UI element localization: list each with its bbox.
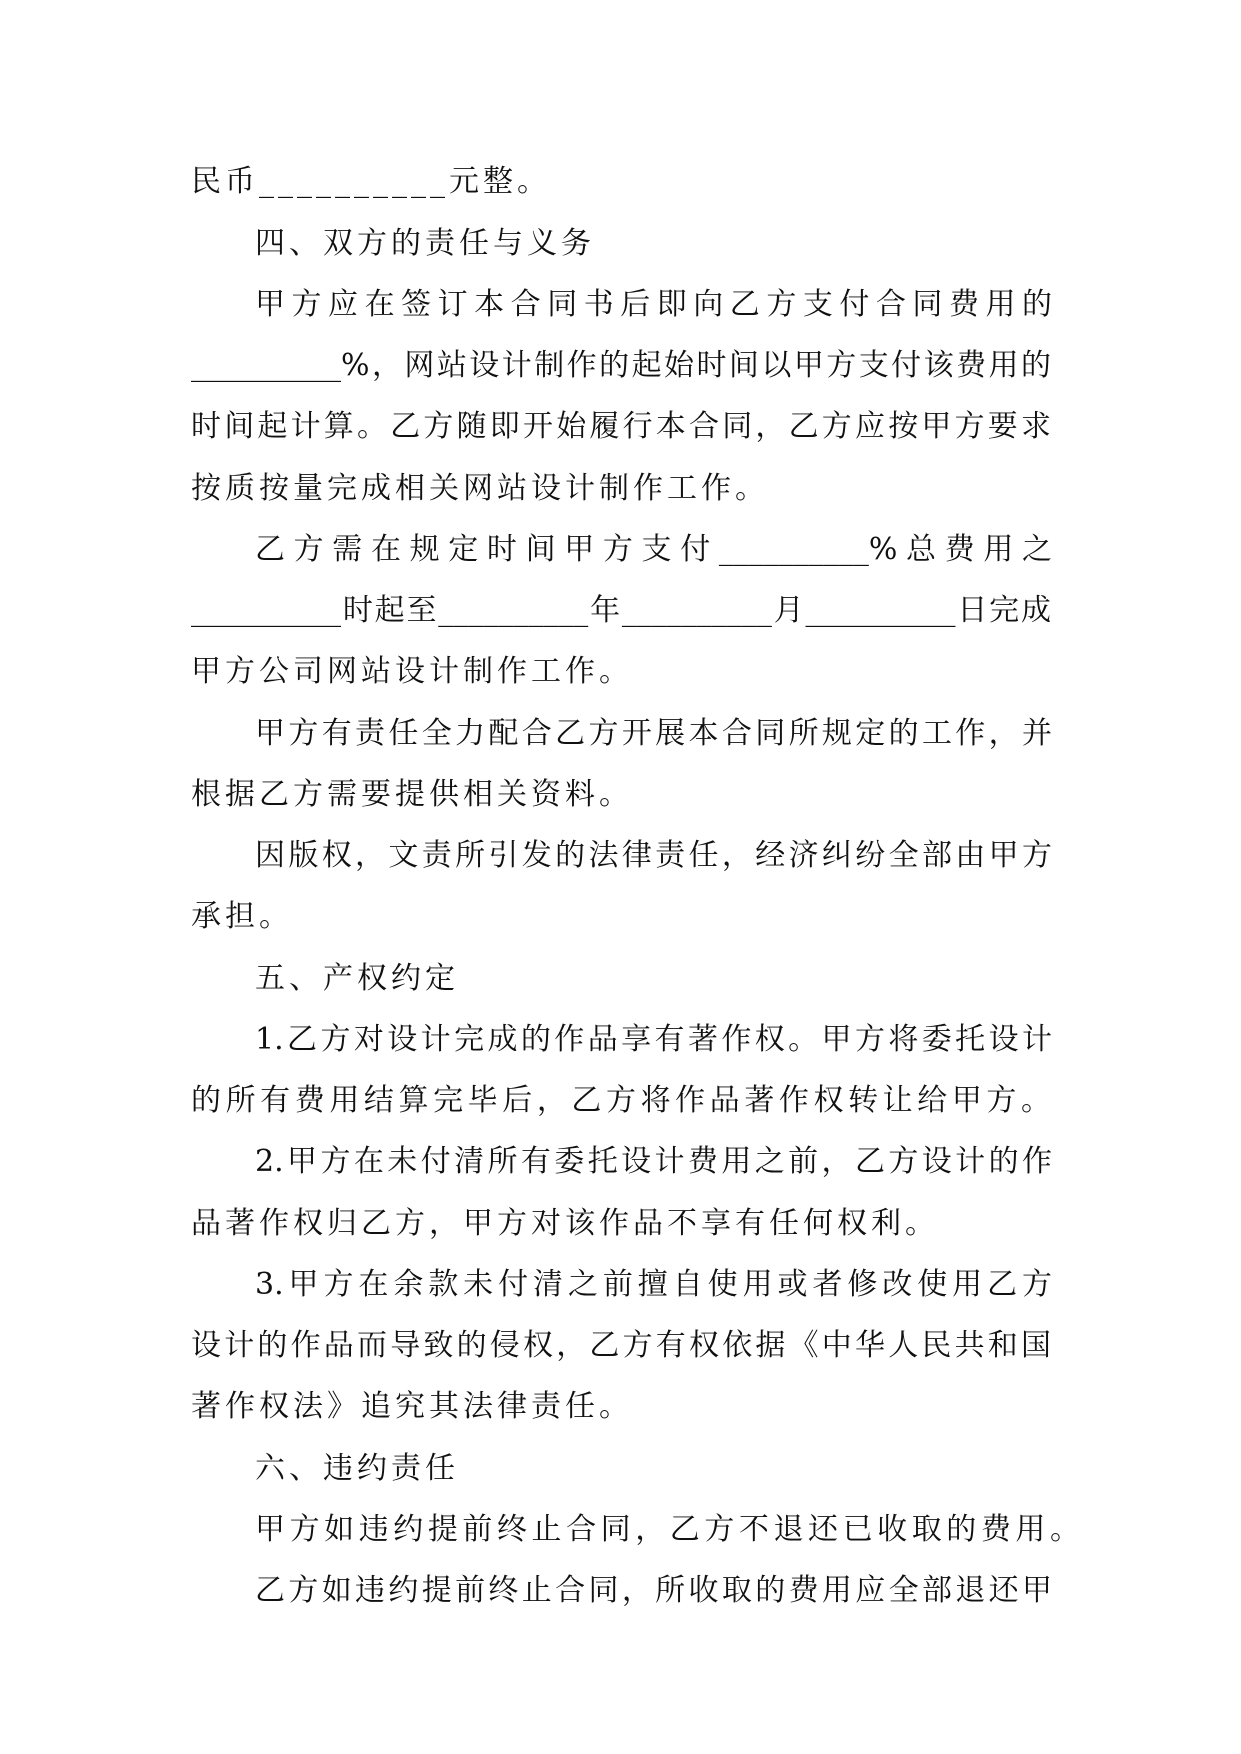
text-line-5: 时间起计算。乙方随即开始履行本合同，乙方应按甲方要求 xyxy=(191,409,1051,444)
text-line-13: 承担。 xyxy=(191,899,293,934)
text-line-19: 3.甲方在余款未付清之前擅自使用或者修改使用乙方 xyxy=(255,1267,1052,1302)
section-heading-5: 五、产权约定 xyxy=(255,961,459,996)
text-line-18: 品著作权归乙方，甲方对该作品不享有任何权利。 xyxy=(191,1206,939,1241)
text-line-6: 按质按量完成相关网站设计制作工作。 xyxy=(191,471,769,506)
text-line-10: 甲方有责任全力配合乙方开展本合同所规定的工作，并 xyxy=(255,716,1052,751)
text-line-20: 设计的作品而导致的侵权，乙方有权依据《中华人民共和国 xyxy=(191,1328,1051,1363)
text-line-21: 著作权法》追究其法律责任。 xyxy=(191,1389,633,1424)
text-line-9: 甲方公司网站设计制作工作。 xyxy=(191,654,633,689)
text-line-12: 因版权，文责所引发的法律责任，经济纠纷全部由甲方 xyxy=(255,838,1052,873)
text-line-11: 根据乙方需要提供相关资料。 xyxy=(191,777,633,812)
section-heading-6: 六、违约责任 xyxy=(255,1451,459,1486)
text-line-7: 乙方需在规定时间甲方支付__________%总费用之 xyxy=(255,532,1052,567)
text-line-16: 的所有费用结算完毕后，乙方将作品著作权转让给甲方。 xyxy=(191,1083,1051,1118)
text-line-4: __________%，网站设计制作的起始时间以甲方支付该费用的 xyxy=(191,348,1051,383)
text-line-23: 甲方如违约提前终止合同，乙方不退还已收取的费用。 xyxy=(255,1512,1080,1547)
text-line-24: 乙方如违约提前终止合同，所收取的费用应全部退还甲 xyxy=(255,1573,1052,1608)
text-line-8: __________时起至__________年__________月__________日完成 xyxy=(191,593,1051,628)
text-line-1: 民币__________元整。 xyxy=(191,164,551,199)
text-line-17: 2.甲方在未付清所有委托设计费用之前，乙方设计的作 xyxy=(255,1144,1052,1179)
text-line-15: 1.乙方对设计完成的作品享有著作权。甲方将委托设计 xyxy=(255,1022,1052,1057)
text-line-3: 甲方应在签订本合同书后即向乙方支付合同费用的 xyxy=(255,287,1052,322)
section-heading-4: 四、双方的责任与义务 xyxy=(255,226,595,261)
